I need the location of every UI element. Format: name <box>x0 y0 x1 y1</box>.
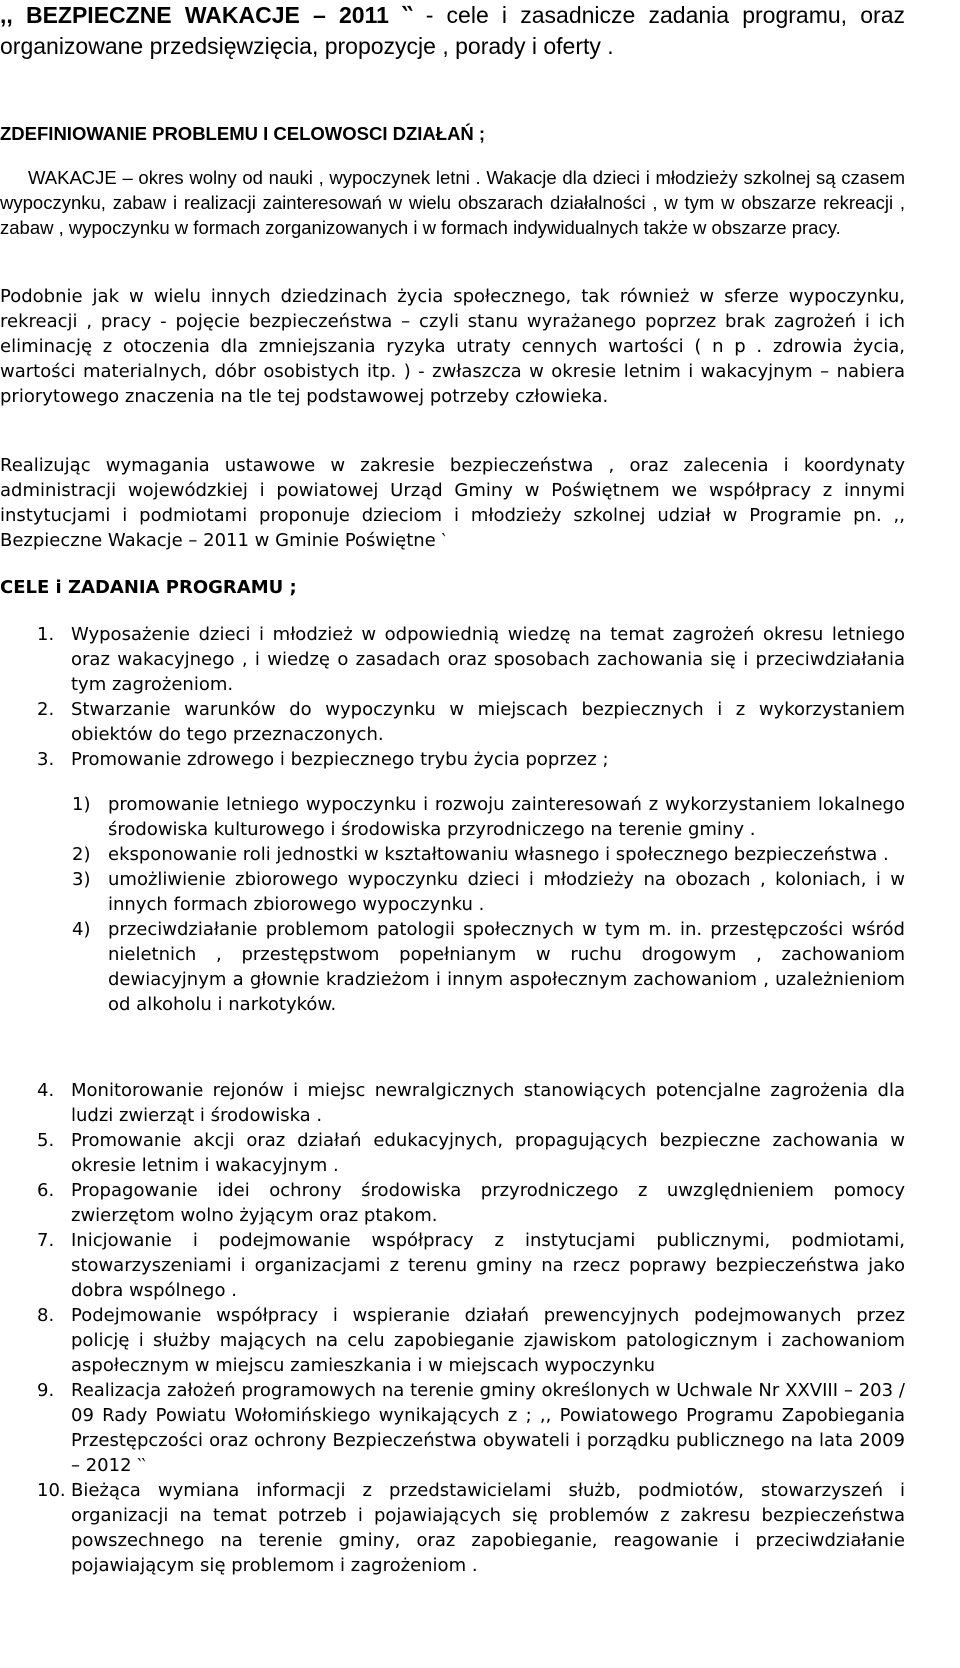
sub-list-item <box>0 867 905 917</box>
sub-list-text: eksponowanie roli jednostki w kształtowaniu własnego i społecznego bezpieczeństwa . <box>108 844 889 865</box>
document-title <box>0 0 905 62</box>
definition-text: Wakacje dla dzieci i młodzieży szkolnej są czasem wypoczynku, zabaw i realizacji zainteresowań w wielu obszarach działalności , w tym w obszarze rekreacji , zabaw , wypoczynku w formach zorganizowanych i w formach indywidualnych także w obszarze pracy. <box>0 167 905 238</box>
list-item <box>0 622 905 697</box>
title-bold: ,, BEZPIECZNE WAKACJE – 2011 ‵‵ <box>0 2 413 28</box>
sub-list-number: 3) <box>72 869 91 890</box>
goals-heading: CELE i ZADANIA PROGRAMU ; <box>0 577 297 598</box>
sub-list-text: promowanie letniego wypoczynku i rozwoju zainteresowań z wykorzystaniem lokalnego środowiska kulturowego i środowiska przyrodniczego na terenie gminy . <box>108 794 905 840</box>
paragraph-definition <box>0 165 905 240</box>
list-number: 1. <box>37 624 55 645</box>
list-number: 10. <box>37 1480 66 1501</box>
list-number: 5. <box>37 1130 55 1151</box>
paragraph-program: Realizując wymagania ustawowe w zakresie bezpieczeństwa , oraz zalecenia i koordynaty administracji wojewódzkiej i powiatowej Urząd Gminy w Poświętnem we współpracy z innymi instytucjami i podmiotami proponuje dzieciom i młodzieży szkolnej udział w Programie pn. ,, Bezpieczne Wakacje – 2011 w Gminie Poświętne ‵ <box>0 455 905 551</box>
sub-list-text: przeciwdziałanie problemom patologii społecznych w tym m. in. przestępczości wśród nieletnich , przestępstwom popełnianym w ruchu drogowym , zachowaniom dewiacyjnym a głownie kradzieżom i innym aspołecznym zachowaniom , uzależnieniom od alkoholu i narkotyków. <box>108 919 905 1015</box>
sub-list-number: 2) <box>72 844 91 865</box>
definition-term: WAKACJE – okres wolny od nauki , wypoczynek letni . <box>28 167 481 188</box>
list-number: 2. <box>37 699 55 720</box>
list-item <box>0 1178 905 1228</box>
list-number: 8. <box>37 1305 55 1326</box>
sub-list-number: 4) <box>72 919 91 940</box>
list-item <box>0 1078 905 1128</box>
list-number: 6. <box>37 1180 55 1201</box>
list-item <box>0 697 905 747</box>
sub-list-number: 1) <box>72 794 91 815</box>
list-text: Bieżąca wymiana informacji z przedstawicielami służb, podmiotów, stowarzyszeń i organizacji na temat potrzeb i pojawiających się problemów z zakresu bezpieczeństwa powszechnego na terenie gminy, oraz zapobieganie, reagowanie i przeciwdziałanie pojawiającym się problemom i zagrożeniom . <box>71 1480 905 1576</box>
goals-list-b <box>0 1078 905 1578</box>
list-number: 4. <box>37 1080 55 1101</box>
list-item <box>0 1303 905 1378</box>
sub-list-item <box>0 917 905 1017</box>
sub-list-text: umożliwienie zbiorowego wypoczynku dzieci i młodzieży na obozach , koloniach, i w innych formach zbiorowego wypoczynku . <box>108 869 905 915</box>
paragraph-safety: Podobnie jak w wielu innych dziedzinach życia społecznego, tak również w sferze wypoczynku, rekreacji , pracy - pojęcie bezpieczeństwa – czyli stanu wyrażanego poprzez brak zagrożeń i ich eliminację z otoczenia dla zmniejszania ryzyka utraty cennych wartości ( n p . zdrowia życia, wartości materialnych, dóbr osobistych itp. ) - zwłaszcza w okresie letnim i wakacyjnym – nabiera priorytowego znaczenia na tle tej podstawowej potrzeby człowieka. <box>0 286 905 407</box>
list-item <box>0 1478 905 1578</box>
list-text: Podejmowanie współpracy i wspieranie działań prewencyjnych podejmowanych przez policję i służby mających na celu zapobieganie zjawiskom patologicznym i zachowaniom aspołecznym w miejscu zamieszkania i w miejscach wypoczynku <box>71 1305 905 1376</box>
list-number: 9. <box>37 1380 55 1401</box>
list-text: Wyposażenie dzieci i młodzież w odpowiednią wiedzę na temat zagrożeń okresu letniego oraz wakacyjnego , i wiedzę o zasadach oraz sposobach zachowania się i przeciwdziałania tym zagrożeniom. <box>71 624 905 695</box>
problem-heading: ZDEFINIOWANIE PROBLEMU I CELOWOSCI DZIAŁAŃ ; <box>0 123 486 144</box>
title-rest: - cele i zasadnicze zadania programu, oraz organizowane przedsięwzięcia, propozycje , porady i oferty . <box>0 2 905 59</box>
list-item <box>0 1378 905 1478</box>
list-item <box>0 747 905 772</box>
goals-list-a <box>0 622 905 772</box>
list-text: Inicjowanie i podejmowanie współpracy z instytucjami publicznymi, podmiotami, stowarzyszeniami i organizacjami z terenu gminy na rzecz poprawy bezpieczeństwa jako dobra wspólnego . <box>71 1230 905 1301</box>
sub-list-item <box>0 792 905 842</box>
list-text: Promowanie akcji oraz działań edukacyjnych, propagujących bezpieczne zachowania w okresie letnim i wakacyjnym . <box>71 1130 905 1176</box>
list-text: Stwarzanie warunków do wypoczynku w miejscach bezpiecznych i z wykorzystaniem obiektów do tego przeznaczonych. <box>71 699 905 745</box>
subgoals-list <box>0 792 905 1017</box>
list-number: 7. <box>37 1230 55 1251</box>
list-item <box>0 1128 905 1178</box>
list-text: Monitorowanie rejonów i miejsc newralgicznych stanowiących potencjalne zagrożenia dla ludzi zwierząt i środowiska . <box>71 1080 905 1126</box>
list-item <box>0 1228 905 1303</box>
list-text: Realizacja założeń programowych na terenie gminy określonych w Uchwale Nr XXVIII – 203 / 09 Rady Powiatu Wołomińskiego wynikających z ; ,, Powiatowego Programu Zapobiegania Przestępczości oraz ochrony Bezpieczeństwa obywateli i porządku publicznego na lata 2009 – 2012 ‵‵ <box>71 1380 905 1476</box>
list-text: Propagowanie idei ochrony środowiska przyrodniczego z uwzględnieniem pomocy zwierzętom wolno żyjącym oraz ptakom. <box>71 1180 905 1226</box>
list-number: 3. <box>37 749 55 770</box>
sub-list-item <box>0 842 905 867</box>
list-text: Promowanie zdrowego i bezpiecznego trybu życia poprzez ; <box>71 749 609 770</box>
